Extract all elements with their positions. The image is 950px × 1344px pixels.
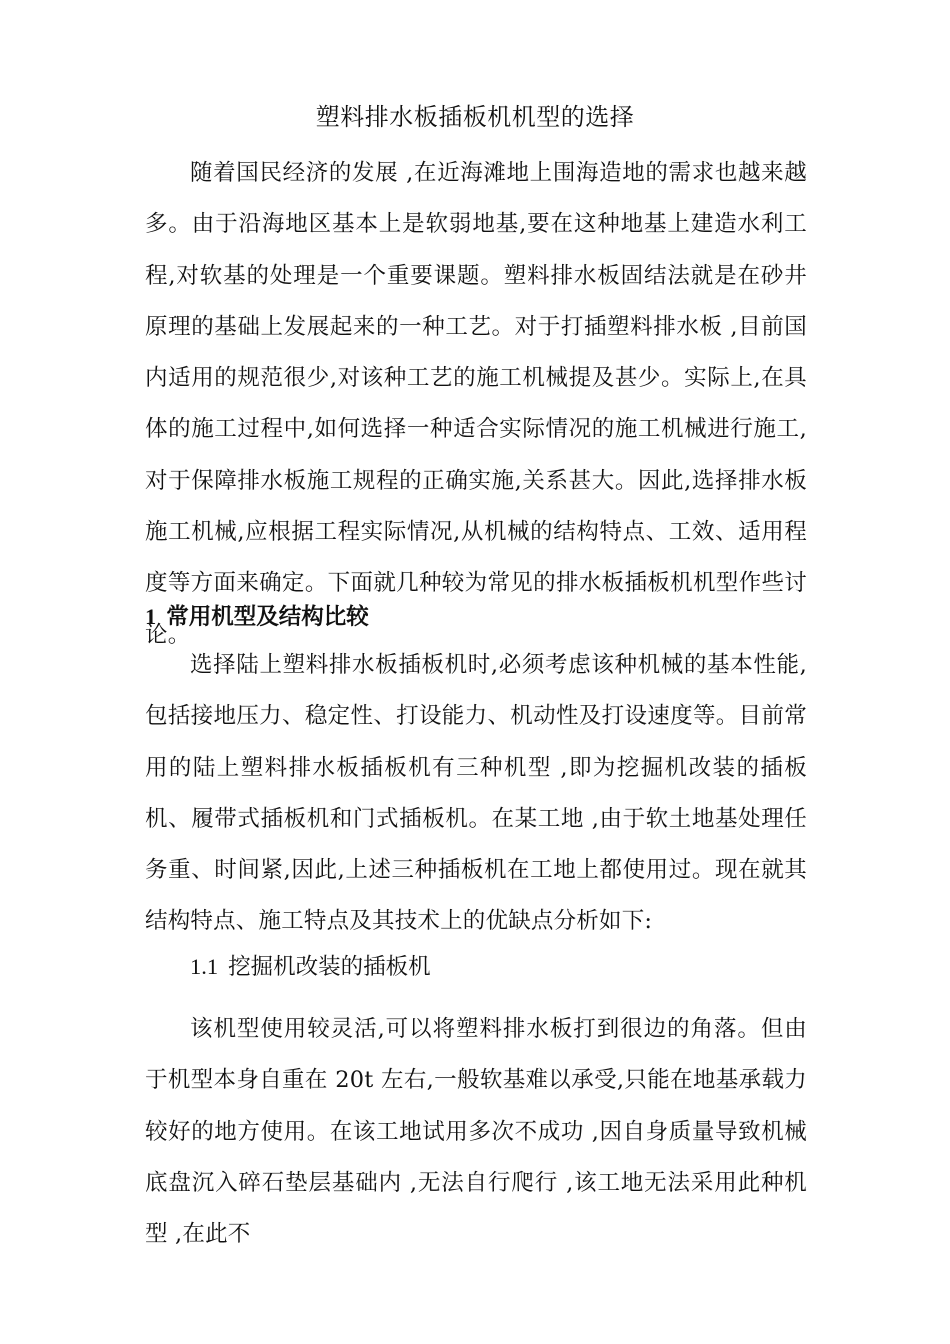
subsection-paragraph: 该机型使用较灵活,可以将塑料排水板打到很边的角落。但由于机型本身自重在 20t 左右,一般软基难以承受,只能在地基承载力较好的地方使用。在该工地试用多次不成功 ,因自身质量导致机械底盘沉入碎石垫层基础内 ,无法自行爬行 ,该工地无法采用此种机型 ,在此不 <box>145 1016 807 1248</box>
document-title: 塑料排水板插板机机型的选择 <box>315 103 635 131</box>
subsection-title: 挖掘机改装的插板机 <box>228 954 431 980</box>
section-number: 1 <box>145 604 157 629</box>
section-title: 常用机型及结构比较 <box>166 604 369 630</box>
section-heading <box>145 600 369 634</box>
subsection-heading <box>190 950 431 984</box>
subsection-number: 1.1 <box>190 954 219 979</box>
section-paragraph: 选择陆上塑料排水板插板机时,必须考虑该种机械的基本性能,包括接地压力、稳定性、打设能力、机动性及打设速度等。目前常用的陆上塑料排水板插板机有三种机型 ,即为挖掘机改装的插板机、履带式插板机和门式插板机。在某工地 ,由于软土地基处理任务重、时间紧,因此,上述三种插板机在工地上都使用过。现在就其结构特点、施工特点及其技术上的优缺点分析如下: <box>145 652 807 935</box>
intro-paragraph: 随着国民经济的发展 ,在近海滩地上围海造地的需求也越来越多。由于沿海地区基本上是软弱地基,要在这种地基上建造水利工程,对软基的处理是一个重要课题。塑料排水板固结法就是在砂井原理的基础上发展起来的一种工艺。对于打插塑料排水板 ,目前国内适用的规范很少,对该种工艺的施工机械提及甚少。实际上,在具体的施工过程中,如何选择一种适合实际情况的施工机械进行施工,对于保障排水板施工规程的正确实施,关系甚大。因此,选择排水板施工机械,应根据工程实际情况,从机械的结构特点、工效、适用程度等方面来确定。下面就几种较为常见的排水板插板机机型作些讨论。 <box>145 160 807 648</box>
